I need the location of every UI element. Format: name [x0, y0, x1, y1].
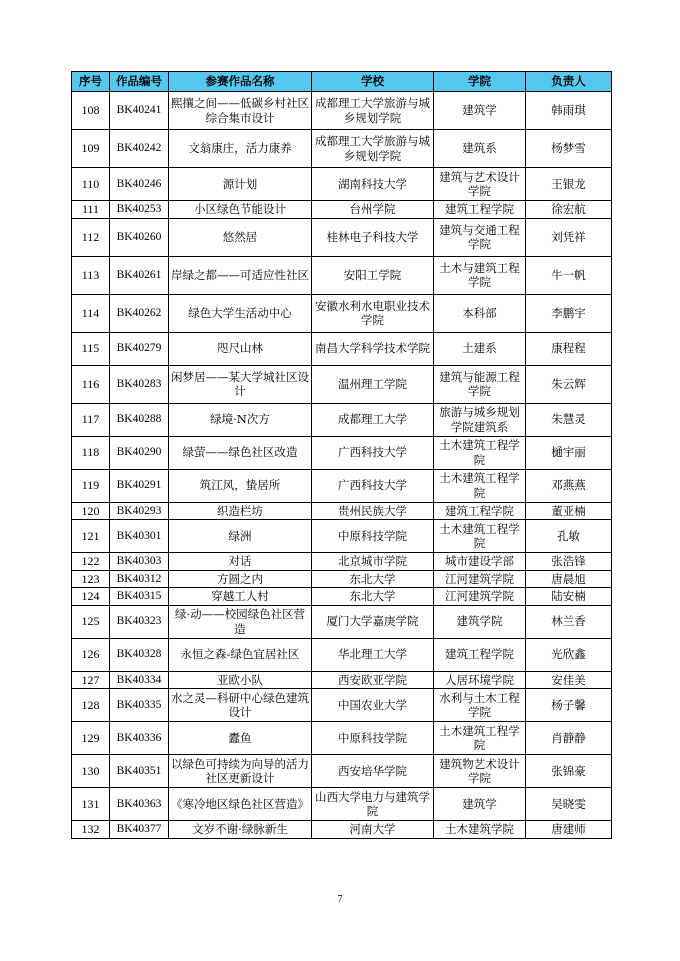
table-cell: 唐建师: [526, 821, 612, 839]
table-cell: 小区绿色节能设计: [169, 201, 312, 219]
table-cell: 127: [72, 671, 110, 689]
table-cell: 董亚楠: [526, 502, 612, 520]
table-cell: 建筑学院: [434, 605, 526, 638]
table-cell: 土木建筑学院: [434, 821, 526, 839]
table-cell: 方圆之内: [169, 570, 312, 588]
table-cell: BK40260: [110, 218, 169, 256]
table-cell: 文岁不谢·绿脉新生: [169, 821, 312, 839]
table-cell: 张浩锋: [526, 553, 612, 571]
table-cell: 建筑系: [434, 130, 526, 168]
table-cell: 杨梦雪: [526, 130, 612, 168]
table-cell: BK40335: [110, 689, 169, 722]
table-cell: BK40290: [110, 436, 169, 469]
table-row: [72, 403, 612, 436]
table-cell: 蠹鱼: [169, 722, 312, 755]
table-cell: 朱云辉: [526, 365, 612, 403]
table-cell: 118: [72, 436, 110, 469]
table-row: [72, 469, 612, 502]
table-cell: 119: [72, 469, 110, 502]
table-cell: BK40242: [110, 130, 169, 168]
table-cell: 水之灵—科研中心绿色建筑设计: [169, 689, 312, 722]
table-cell: BK40283: [110, 365, 169, 403]
table-row: [72, 436, 612, 469]
table-row: [72, 168, 612, 201]
table-cell: 建筑工程学院: [434, 201, 526, 219]
table-cell: 建筑与艺术设计学院: [434, 168, 526, 201]
table-cell: 120: [72, 502, 110, 520]
table-cell: 114: [72, 294, 110, 332]
table-row: [72, 218, 612, 256]
table-cell: BK40315: [110, 588, 169, 606]
table-cell: 中国农业大学: [312, 689, 434, 722]
table-cell: 织造栏坊: [169, 502, 312, 520]
table-cell: 孔敏: [526, 520, 612, 553]
table-cell: 张锦豪: [526, 755, 612, 788]
table-cell: BK40279: [110, 332, 169, 365]
table-cell: 建筑工程学院: [434, 502, 526, 520]
table-cell: 王银龙: [526, 168, 612, 201]
table-cell: 人居环境学院: [434, 671, 526, 689]
table-cell: 亚欧小队: [169, 671, 312, 689]
table-cell: 土建系: [434, 332, 526, 365]
table-cell: 115: [72, 332, 110, 365]
table-cell: 建筑学: [434, 92, 526, 130]
table-cell: 山西大学电力与建筑学院: [312, 788, 434, 821]
table-cell: 陆安楠: [526, 588, 612, 606]
table-cell: 源计划: [169, 168, 312, 201]
table-cell: 江河建筑学院: [434, 570, 526, 588]
table-cell: BK40293: [110, 502, 169, 520]
column-header: 学院: [434, 72, 526, 92]
table-cell: BK40303: [110, 553, 169, 571]
table-cell: 125: [72, 605, 110, 638]
table-row: [72, 365, 612, 403]
table-row: [72, 722, 612, 755]
table-cell: BK40377: [110, 821, 169, 839]
table-cell: 绿萤——绿色社区改造: [169, 436, 312, 469]
table-cell: 西安欧亚学院: [312, 671, 434, 689]
table-cell: 湖南科技大学: [312, 168, 434, 201]
table-cell: 绿洲: [169, 520, 312, 553]
table-cell: 110: [72, 168, 110, 201]
table-cell: 岸绿之都——可适应性社区: [169, 256, 312, 294]
table-cell: 土木建筑工程学院: [434, 469, 526, 502]
table-cell: 中原科技学院: [312, 722, 434, 755]
table-row: [72, 570, 612, 588]
table-cell: BK40261: [110, 256, 169, 294]
table-cell: 杨子馨: [526, 689, 612, 722]
table-row: [72, 605, 612, 638]
table-cell: 《寒冷地区绿色社区营造》: [169, 788, 312, 821]
projects-table: [71, 71, 612, 839]
table-cell: 河南大学: [312, 821, 434, 839]
table-cell: 建筑学: [434, 788, 526, 821]
table-cell: 建筑与交通工程学院: [434, 218, 526, 256]
table-cell: 西安培华学院: [312, 755, 434, 788]
table-cell: 建筑物艺术设计学院: [434, 755, 526, 788]
table-cell: 筑江风，蛰居所: [169, 469, 312, 502]
table-cell: 熙攘之间——低碳乡村社区综合集市设计: [169, 92, 312, 130]
table-cell: 成都理工大学: [312, 403, 434, 436]
table-row: [72, 502, 612, 520]
table-cell: BK40328: [110, 638, 169, 671]
table-cell: 建筑与能源工程学院: [434, 365, 526, 403]
table-cell: 东北大学: [312, 570, 434, 588]
table-body: [72, 92, 612, 839]
table-cell: 土木与建筑工程学院: [434, 256, 526, 294]
table-row: [72, 201, 612, 219]
table-row: [72, 788, 612, 821]
table-cell: 光欣鑫: [526, 638, 612, 671]
table-row: [72, 689, 612, 722]
table-row: [72, 332, 612, 365]
table-cell: 绿·动——校园绿色社区营造: [169, 605, 312, 638]
table-cell: 129: [72, 722, 110, 755]
table-cell: 122: [72, 553, 110, 571]
table-cell: 刘凭祥: [526, 218, 612, 256]
table-cell: 肖静静: [526, 722, 612, 755]
table-row: [72, 256, 612, 294]
table-cell: 117: [72, 403, 110, 436]
table-cell: 131: [72, 788, 110, 821]
table-cell: 108: [72, 92, 110, 130]
table-cell: BK40336: [110, 722, 169, 755]
table-cell: 成都理工大学旅游与城乡规划学院: [312, 130, 434, 168]
table-row: [72, 821, 612, 839]
table-cell: 广西科技大学: [312, 469, 434, 502]
table-cell: 邓燕燕: [526, 469, 612, 502]
page-number: 7: [337, 894, 343, 905]
table-cell: 穿越工人村: [169, 588, 312, 606]
table-cell: 闲梦居——某大学城社区设计: [169, 365, 312, 403]
table-cell: 悠然居: [169, 218, 312, 256]
table-cell: BK40241: [110, 92, 169, 130]
table-cell: 广西科技大学: [312, 436, 434, 469]
table-cell: 绿色大学生活动中心: [169, 294, 312, 332]
table-cell: 咫尺山林: [169, 332, 312, 365]
table-cell: 123: [72, 570, 110, 588]
table-cell: 厦门大学嘉庚学院: [312, 605, 434, 638]
table-cell: BK40334: [110, 671, 169, 689]
table-cell: BK40262: [110, 294, 169, 332]
table-cell: 北京城市学院: [312, 553, 434, 571]
table-cell: 徐宏航: [526, 201, 612, 219]
table-cell: 建筑工程学院: [434, 638, 526, 671]
table-cell: 以绿色可持续为向导的活力社区更新设计: [169, 755, 312, 788]
table-cell: BK40246: [110, 168, 169, 201]
table-cell: 土木建筑工程学院: [434, 520, 526, 553]
table-cell: 中原科技学院: [312, 520, 434, 553]
table-row: [72, 294, 612, 332]
table-cell: 吴晓雯: [526, 788, 612, 821]
table-cell: 130: [72, 755, 110, 788]
table-cell: 121: [72, 520, 110, 553]
table-cell: BK40363: [110, 788, 169, 821]
table-row: [72, 130, 612, 168]
table-cell: 111: [72, 201, 110, 219]
table-cell: BK40253: [110, 201, 169, 219]
table-cell: 土木建筑工程学院: [434, 722, 526, 755]
table-cell: 朱慧灵: [526, 403, 612, 436]
table-cell: 安徽水利水电职业技术学院: [312, 294, 434, 332]
table-cell: 成都理工大学旅游与城乡规划学院: [312, 92, 434, 130]
table-cell: 128: [72, 689, 110, 722]
table-cell: 旅游与城乡规划学院建筑系: [434, 403, 526, 436]
table-cell: 韩雨琪: [526, 92, 612, 130]
table-cell: 台州学院: [312, 201, 434, 219]
table-cell: 水利与土木工程学院: [434, 689, 526, 722]
table-cell: 土木建筑工程学院: [434, 436, 526, 469]
column-header: 学校: [312, 72, 434, 92]
table-cell: 126: [72, 638, 110, 671]
table-cell: 安佳美: [526, 671, 612, 689]
table-cell: BK40291: [110, 469, 169, 502]
table-cell: 132: [72, 821, 110, 839]
table-cell: BK40351: [110, 755, 169, 788]
column-header: 负责人: [526, 72, 612, 92]
table-cell: 东北大学: [312, 588, 434, 606]
table-row: [72, 755, 612, 788]
table-cell: 江河建筑学院: [434, 588, 526, 606]
table-cell: 贵州民族大学: [312, 502, 434, 520]
table-cell: 112: [72, 218, 110, 256]
table-cell: 华北理工大学: [312, 638, 434, 671]
table-row: [72, 553, 612, 571]
table-cell: BK40301: [110, 520, 169, 553]
table-row: [72, 520, 612, 553]
column-header: 参赛作品名称: [169, 72, 312, 92]
table-row: [72, 638, 612, 671]
table-cell: 李鹏宇: [526, 294, 612, 332]
table-cell: 桂林电子科技大学: [312, 218, 434, 256]
table-cell: 林兰香: [526, 605, 612, 638]
table-cell: 牛一帆: [526, 256, 612, 294]
table-cell: 113: [72, 256, 110, 294]
column-header: 作品编号: [110, 72, 169, 92]
table-cell: 永恒之森-绿色宜居社区: [169, 638, 312, 671]
table-cell: 樋宇丽: [526, 436, 612, 469]
table-row: [72, 671, 612, 689]
table-cell: 安阳工学院: [312, 256, 434, 294]
table-cell: 109: [72, 130, 110, 168]
table-cell: 温州理工学院: [312, 365, 434, 403]
table-cell: 城市建设学部: [434, 553, 526, 571]
table-cell: BK40323: [110, 605, 169, 638]
table-cell: 康程程: [526, 332, 612, 365]
table-row: [72, 588, 612, 606]
table-cell: BK40288: [110, 403, 169, 436]
table-cell: 绿境·N次方: [169, 403, 312, 436]
table-cell: 124: [72, 588, 110, 606]
column-header: 序号: [72, 72, 110, 92]
table-cell: 南昌大学科学技术学院: [312, 332, 434, 365]
table-cell: 对话: [169, 553, 312, 571]
table-row: [72, 92, 612, 130]
table-cell: 本科部: [434, 294, 526, 332]
table-cell: 唐晨旭: [526, 570, 612, 588]
table-cell: 文翁康庄，活力康养: [169, 130, 312, 168]
table-cell: 116: [72, 365, 110, 403]
table-header-row: [72, 72, 612, 92]
table-cell: BK40312: [110, 570, 169, 588]
